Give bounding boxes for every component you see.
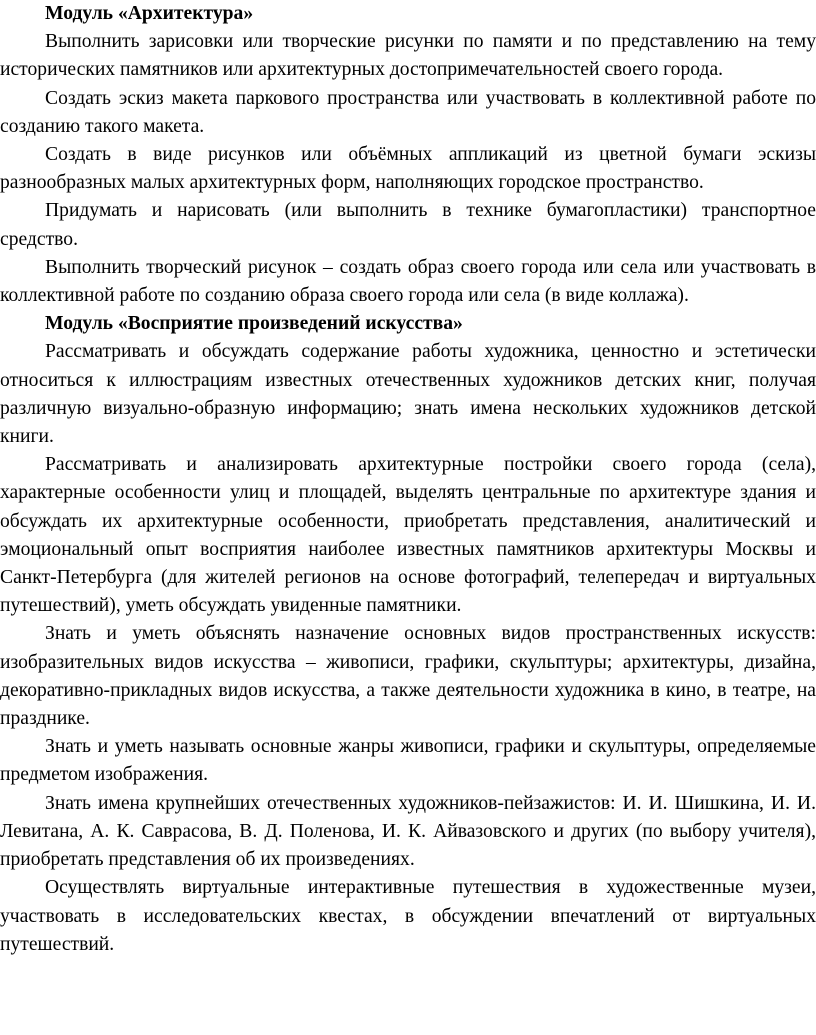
section-heading-architecture: Модуль «Архитектура» — [45, 3, 254, 24]
paragraph: Знать и уметь называть основные жанры живописи, графики и скульптуры, определяемые предметом изображения. — [0, 736, 816, 786]
paragraph: Создать эскиз макета паркового пространства или участвовать в коллективной работе по созданию такого макета. — [0, 87, 816, 137]
paragraph: Рассматривать и обсуждать содержание работы художника, ценностно и эстетически относиться к иллюстрациям известных отечественных художников детских книг, получая различную визуально-образную информацию; знать имена нескольких художников детской книги. — [0, 341, 816, 448]
paragraph: Выполнить зарисовки или творческие рисунки по памяти и по представлению на тему исторических памятников или архитектурных достопримечательностей своего города. — [0, 31, 816, 81]
paragraph: Создать в виде рисунков или объёмных аппликаций из цветной бумаги эскизы разнообразных малых архитектурных форм, наполняющих городское пространство. — [0, 144, 816, 194]
section-heading-art-perception: Модуль «Восприятие произведений искусства» — [45, 313, 463, 335]
paragraph: Знать и уметь объяснять назначение основных видов пространственных искусств: изобразительных видов искусства – живописи, графики, скульптуры; архитектуры, дизайна, декоративно-прикладных видов искусства, а также деятельности художника в кино, в театре, на празднике. — [0, 623, 816, 730]
paragraph: Осуществлять виртуальные интерактивные путешествия в художественные музеи, участвовать в исследовательских квестах, в обсуждении впечатлений от виртуальных путешествий. — [0, 877, 816, 955]
paragraph: Знать имена крупнейших отечественных художников-пейзажистов: И. И. Шишкина, И. И. Левитана, А. К. Саврасова, В. Д. Поленова, И. К. Айвазовского и других (по выбору учителя), приобретать представления об их произведениях. — [0, 792, 816, 871]
paragraph: Выполнить творческий рисунок – создать образ своего города или села или участвовать в коллективной работе по созданию образа своего города или села (в виде коллажа). — [0, 256, 816, 307]
paragraph: Рассматривать и анализировать архитектурные постройки своего города (села), характерные особенности улиц и площадей, выделять центральные по архитектуре здания и обсуждать их архитектурные особенности, приобретать представления, аналитический и эмоциональный опыт восприятия наиболее известных памятников архитектуры Москвы и Санкт-Петербурга (для жителей регионов на основе фотографий, телепередач и виртуальных путешествий), уметь обсуждать увиденные памятники. — [0, 454, 816, 617]
paragraph: Придумать и нарисовать (или выполнить в технике бумагопластики) транспортное средство. — [0, 200, 816, 250]
